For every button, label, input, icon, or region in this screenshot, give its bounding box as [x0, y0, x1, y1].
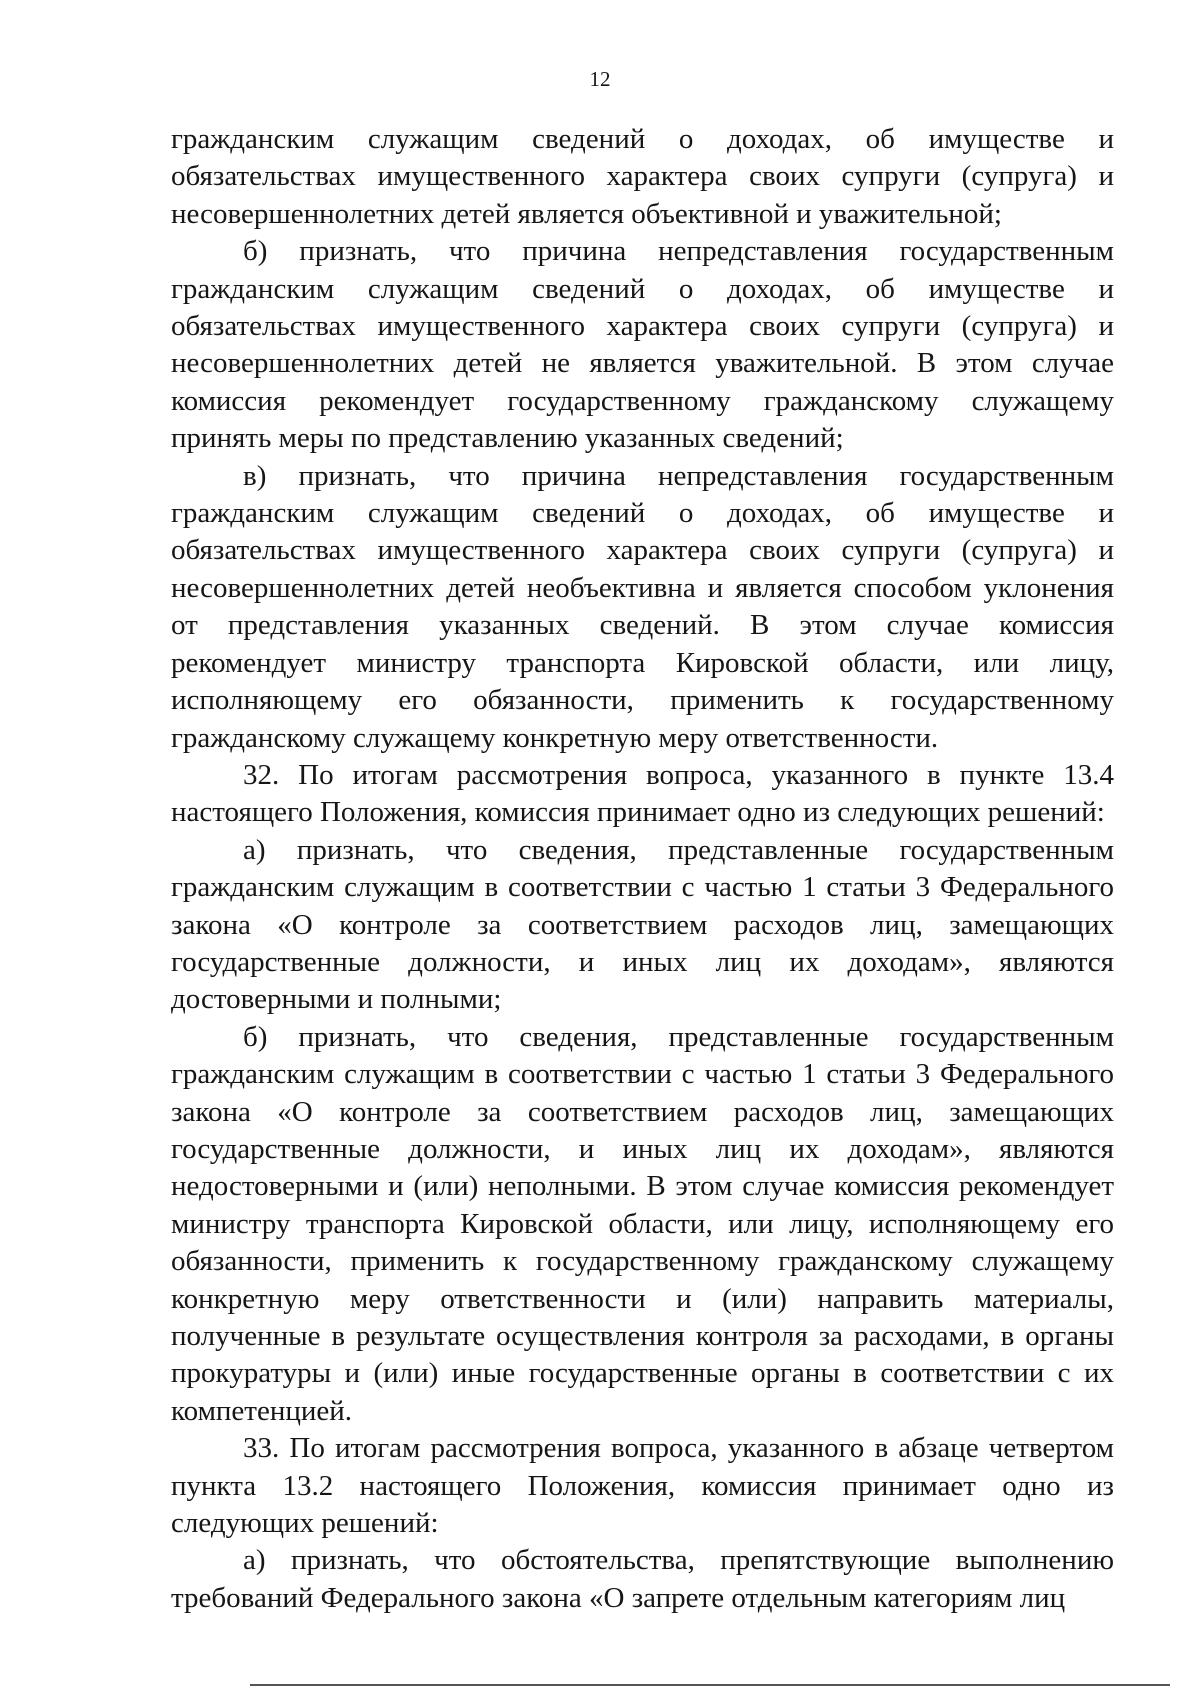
- paragraph-33: 33. По итогам рассмотрения вопроса, указанного в абзаце четвертом пункта 13.2 настоящего Положения, комиссия принимает одно из следующих решений:: [171, 1432, 1114, 1540]
- paragraph-32a: а) признать, что сведения, представленные государственным гражданским служащим в соответствии с частью 1 статьи 3 Федерального закона «О контроле за соответствием расходов лиц, замещающих государственные должности, и иных лиц их доходам», являются достоверными и полными;: [171, 833, 1114, 1016]
- page-number: 12: [589, 67, 611, 91]
- paragraph-31v: в) признать, что причина непредставления государственным гражданским служащим сведений о доходах, об имуществе и обязательствах имущественного характера своих супруги (супруга) и несовершеннолетних детей необъективна и является способом уклонения от представления указанных сведений. В этом случае комиссия рекомендует министру транспорта Кировской области, или лицу, исполняющему его обязанности, применить к государственному гражданскому служащему конкретную меру ответственности.: [171, 459, 1114, 754]
- paragraph-31b: б) признать, что причина непредставления государственным гражданским служащим сведений о доходах, об имуществе и обязательствах имущественного характера своих супруги (супруга) и несовершеннолетних детей не является уважительной. В этом случае комиссия рекомендует государственному гражданскому служащему принять меры по представлению указанных сведений;: [171, 235, 1114, 455]
- paragraph-32b: б) признать, что сведения, представленные государственным гражданским служащим в соответствии с частью 1 статьи 3 Федерального закона «О контроле за соответствием расходов лиц, замещающих государственные должности, и иных лиц их доходам», являются недостоверными и (или) неполными. В этом случае комиссия рекомендует министру транспорта Кировской области, или лицу, исполняющему его обязанности, применить к государственному гражданскому служащему конкретную меру ответственности и (или) направить материалы, полученные в результате осуществления контроля за расходами, в органы прокуратуры и (или) иные государственные органы в соответствии с их компетенцией.: [171, 1020, 1114, 1427]
- paragraph-33a: а) признать, что обстоятельства, препятствующие выполнению требований Федерального закона «О запрете отдельным категориям лиц: [171, 1544, 1114, 1614]
- paragraph-32: 32. По итогам рассмотрения вопроса, указанного в пункте 13.4 настоящего Положения, комиссия принимает одно из следующих решений:: [171, 758, 1114, 829]
- bottom-scan-line: [250, 1684, 1170, 1686]
- document-body: [171, 121, 1114, 1617]
- paragraph-continuation: гражданским служащим сведений о доходах, об имуществе и обязательствах имущественного характера своих супруги (супруга) и несовершеннолетних детей является объективной и уважительной;: [171, 123, 1114, 230]
